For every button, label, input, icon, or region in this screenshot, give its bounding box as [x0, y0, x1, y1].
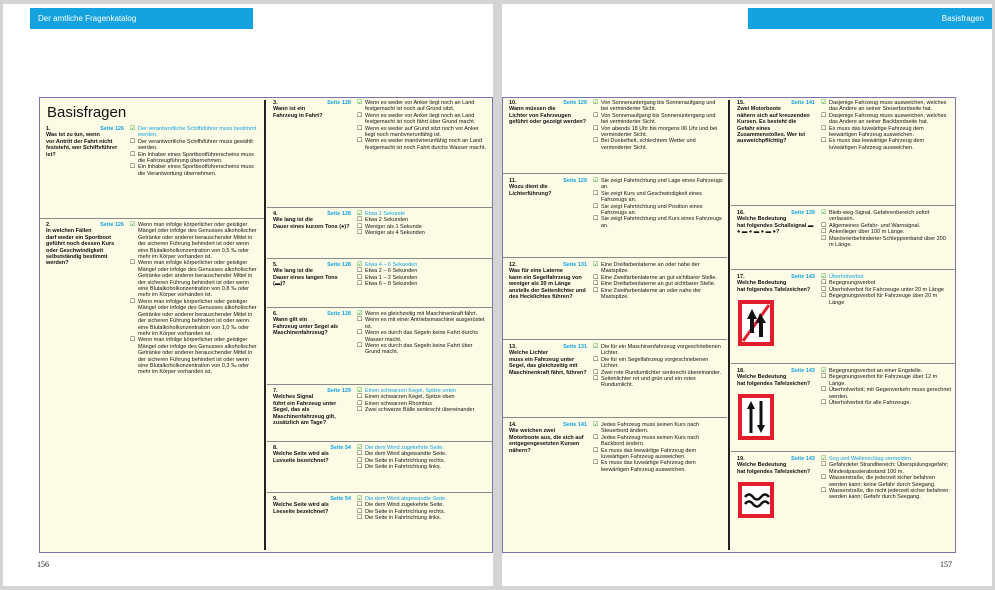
page-ref: Seite 141 — [563, 422, 587, 429]
question-number: 5. — [273, 262, 278, 268]
answer-option: ☐ Überholverbot; mit Gegenverkehr muss gerechnet werden. — [821, 387, 951, 400]
checked-box-icon: ☑ — [357, 311, 363, 317]
answer-option: ☐ Wasserstraße, die jederzeit sicher befahren werden kann; keine Gefahr durch Seegang. — [821, 475, 936, 488]
question-number: 8. — [273, 445, 278, 451]
question-number: 16. — [737, 210, 745, 216]
answer-list — [357, 496, 489, 522]
answer-option: ☐ Ankerlieger über 100 m Länge. — [821, 229, 905, 236]
checkbox-icon: ☐ — [593, 287, 599, 294]
question-17 — [731, 272, 955, 364]
left-frame — [39, 97, 493, 553]
question-number: 17. — [737, 274, 745, 280]
question-number: 9. — [273, 496, 278, 502]
answer-option: ☑ Von Sonnenuntergang bis Sonnenaufgang und bei verminderter Sicht. — [593, 100, 716, 113]
question-text: Wann müssen die Lichter von Fahrzeugen geführt oder gezeigt werden? — [509, 106, 587, 126]
page-number: 157 — [940, 560, 952, 569]
answer-option: ☐ Es muss das leewärtige Fahrzeug dem luvwärtigen Fahrzeug ausweichen. — [593, 447, 697, 461]
answer-list — [357, 262, 489, 288]
answer-option: ☐ Wenn man infolge körperlicher oder geistiger Mängel oder infolge des Genusses alkoholischer Getränke oder anderer berauschender Mittel in der sicheren Führung behindert ist oder wenn eine Blutalkoholkonzentration von 1,0 ‰ oder mehr im Körper vorhanden ist. — [130, 298, 257, 337]
question-text: Wie weichen zwei Motorboote aus, die sich auf entgegengesetzten Kursen nähern? — [509, 428, 584, 454]
question-18 — [731, 366, 955, 452]
answer-option: ☐ Eine Dreifarbenlaterne an gut sichtbarer Stelle. — [593, 281, 716, 288]
answer-option: ☑ Wenn es weder vor Anker liegt noch an Land festgemacht ist noch auf Grund sitzt. — [357, 100, 475, 113]
answer-option: ☑ Begegnungsverbot an einer Engstelle. — [821, 368, 923, 374]
answer-option: ☐ Wenn es weder vor Anker liegt noch an Land festgemacht ist noch fährt über Grund macht. — [357, 112, 476, 126]
answer-option: ☐ Einen schwarzen Kegel, Spitze oben — [357, 394, 455, 401]
answer-option: ☐ Überholverbot für Fahrzeuge unter 20 m Länge — [821, 286, 944, 293]
checkbox-icon: ☐ — [821, 475, 827, 482]
checkbox-icon: ☐ — [821, 293, 827, 300]
question-text: Was für eine Laterne kann ein Segelfahrzeug von weniger als 20 m Länge anstelle der Seitenlichter und des Hecklichtes führen? — [509, 268, 586, 301]
question-16 — [731, 208, 955, 270]
question-15 — [731, 98, 955, 206]
answer-option: ☐ Überholverbot für alle Fahrzeuge. — [821, 400, 911, 407]
checked-box-icon: ☑ — [357, 211, 363, 217]
question-number: 4. — [273, 211, 278, 217]
question-4 — [267, 209, 493, 259]
answer-option: ☐ Begegnungsverbot — [821, 280, 876, 287]
checkbox-icon: ☐ — [821, 229, 827, 236]
no-passing-encounter-sign-icon — [737, 393, 775, 441]
answer-option: ☐ Etwa 2 Sekunden — [357, 217, 409, 224]
question-text: Welche Bedeutung hat folgendes Tafelzeichen? — [737, 374, 811, 387]
question-7 — [267, 386, 493, 442]
page-ref: Seite 126 — [100, 126, 124, 133]
checkbox-icon: ☐ — [821, 280, 827, 287]
question-number: 14. — [509, 422, 517, 428]
checkbox-icon: ☐ — [593, 138, 599, 145]
answer-list — [357, 388, 489, 414]
question-text: Wozu dient die Lichterführung? — [509, 184, 552, 197]
question-number: 13. — [509, 344, 517, 350]
answer-option: ☐ Bei Dunkelheit, schlechtem Wetter und verminderter Sicht. — [593, 138, 696, 151]
checkbox-icon: ☐ — [357, 230, 363, 237]
answer-option: ☐ Sie zeigt Fahrtrichtung und Position eines Fahrzeugs an. — [593, 203, 703, 217]
checked-box-icon: ☑ — [821, 100, 827, 106]
answer-option: ☐ Zwei schwarze Bälle senkrecht übereinander — [357, 407, 475, 414]
question-text: In welchen Fällen darf weder ein Sportboot geführt noch dessen Kurs oder Geschwindigkeit selbstständig bestimmt werden? — [46, 228, 115, 267]
answer-option: ☐ Die dem Wind zugekehrte Seite. — [357, 502, 444, 509]
checked-box-icon: ☑ — [593, 178, 599, 184]
page-ref: Seite 128 — [327, 262, 351, 269]
checkbox-icon: ☐ — [593, 125, 599, 132]
checkbox-icon: ☐ — [130, 151, 136, 158]
answer-option: ☐ Etwa 6 – 8 Sekunden — [357, 281, 418, 288]
answer-list — [357, 211, 489, 237]
answer-list — [130, 126, 260, 177]
checkbox-icon: ☐ — [357, 274, 363, 281]
checkbox-icon: ☐ — [357, 330, 363, 337]
question-number: 19. — [737, 456, 745, 462]
answer-list — [593, 344, 723, 389]
answer-option: ☐ Zwei rote Rundumlichter senkrecht übereinander. — [593, 369, 722, 376]
checkbox-icon: ☐ — [821, 235, 827, 242]
checkbox-icon: ☐ — [821, 462, 827, 469]
answer-list — [821, 100, 951, 151]
checkbox-icon: ☐ — [593, 434, 599, 441]
checkbox-icon: ☐ — [821, 400, 827, 407]
checkbox-icon: ☐ — [357, 125, 363, 132]
answer-option: ☐ Wenn man infolge körperlicher oder geistiger Mängel oder infolge des Genusses alkoholischer Getränke oder anderer berauschender Mittel in der sicheren Führung behindert ist oder wenn eine Blutalkoholkonzentration von 0,3 ‰ oder mehr im Körper vorhanden ist. — [130, 337, 257, 376]
answer-option: ☐ Etwa 1 – 2 Sekunden — [357, 274, 418, 281]
checkbox-icon: ☐ — [357, 515, 363, 522]
avoid-wash-sign-icon — [737, 481, 775, 519]
checked-box-icon: ☑ — [357, 445, 363, 451]
column-3 — [503, 98, 727, 552]
answer-option: ☐ Wenn es durch das Segeln keine Fahrt durchs Wasser macht. — [357, 330, 479, 343]
answer-option: ☑ Jedes Fahrzeug muss seinen Kurs nach Steuerbord ändern. — [593, 422, 700, 435]
question-number: 7. — [273, 388, 278, 394]
no-overtaking-sign-icon — [737, 299, 775, 347]
answer-option: ☑ Die dem Wind zugekehrte Seite. — [357, 445, 444, 451]
answer-list — [821, 274, 951, 306]
checked-box-icon: ☑ — [357, 100, 363, 106]
question-text: Zwei Motorboote nähern sich auf kreuzenden Kursen. Es besteht die Gefahr eines Zusammenstoßes. Wer ist ausweichpflichtig? — [737, 106, 810, 145]
column-divider — [728, 100, 730, 550]
checkbox-icon: ☐ — [357, 407, 363, 414]
checked-box-icon: ☑ — [821, 368, 827, 374]
checkbox-icon: ☐ — [357, 281, 363, 288]
question-14 — [503, 420, 727, 550]
answer-list — [357, 445, 489, 471]
answer-option: ☐ Gefährdeter Strandbereich; Überspülungsgefahr; Mindestpassierabstand 100 m. — [821, 462, 949, 475]
checked-box-icon: ☑ — [357, 262, 363, 268]
checkbox-icon: ☐ — [821, 374, 827, 381]
page-ref: Seite 129 — [563, 100, 587, 107]
question-text: Wann ist ein Fahrzeug in Fahrt? — [273, 106, 323, 119]
question-9 — [267, 494, 493, 550]
checkbox-icon: ☐ — [593, 369, 599, 376]
answer-option: ☐ Von abends 18 Uhr bis morgens 06 Uhr und bei verminderter Sicht. — [593, 125, 718, 139]
checkbox-icon: ☐ — [821, 125, 827, 132]
checkbox-icon: ☐ — [130, 138, 136, 145]
checkbox-icon: ☐ — [357, 451, 363, 458]
checkbox-icon: ☐ — [593, 203, 599, 210]
question-text: Welche Bedeutung hat folgendes Tafelzeichen? — [737, 462, 811, 475]
answer-list — [357, 100, 489, 151]
checkbox-icon: ☐ — [130, 298, 136, 305]
answer-option: ☐ Es muss das luvwärtige Fahrzeug dem leewärtigen Fahrzeug ausweichen. — [821, 125, 924, 139]
answer-option: ☐ Es muss das leewärtige Fahrzeug dem luvwärtigen Fahrzeug ausweichen. — [821, 138, 925, 151]
checkbox-icon: ☐ — [357, 508, 363, 515]
answer-option: ☑ Wenn man infolge körperlicher oder geistiger Mängel oder infolge des Genusses alkoholischer Getränke oder anderer berauschender Mittel in der sicheren Führung behindert ist oder wenn eine Blutalkoholkonzentration von 0,5 ‰ oder mehr im Körper vorhanden ist. — [130, 222, 257, 261]
answer-option: ☐ Seitenlichter rot und grün und ein rotes Rundumlicht. — [593, 376, 696, 389]
answer-option: ☐ Manövrierbehinderter Schleppverband über 200 m Länge. — [821, 235, 946, 249]
answer-option: ☐ Begegnungsverbot für Fahrzeuge über 20 m Länge — [821, 293, 938, 306]
answer-option: ☐ Es muss das luvwärtige Fahrzeug dem leewärtigen Fahrzeug ausweichen. — [593, 460, 696, 473]
checked-box-icon: ☑ — [130, 126, 136, 132]
right-page — [502, 4, 992, 586]
answer-option: ☐ Dasjenige Fahrzeug muss ausweichen, welches das Andere an seiner Backbordseite hat. — [821, 112, 947, 126]
checkbox-icon: ☐ — [593, 274, 599, 281]
checked-box-icon: ☑ — [357, 496, 363, 502]
checkbox-icon: ☐ — [593, 281, 599, 288]
answer-option: ☐ Wenn es durch das Segeln keine Fahrt über Grund macht. — [357, 343, 473, 356]
right-header: Basisfragen — [748, 8, 992, 29]
checkbox-icon: ☐ — [357, 464, 363, 471]
checkbox-icon: ☐ — [357, 457, 363, 464]
question-11 — [503, 176, 727, 258]
question-text: Welches Signal führt ein Fahrzeug unter Segel, das als Maschinenfahrzeug gilt, zusätzlich am Tage? — [273, 394, 337, 427]
page-ref: Seite 143 — [791, 274, 815, 281]
checkbox-icon: ☐ — [593, 376, 599, 383]
checked-box-icon: ☑ — [593, 100, 599, 106]
answer-list — [593, 178, 723, 229]
checkbox-icon: ☐ — [357, 400, 363, 407]
answer-option: ☑ Eine Dreifarbenlaterne an oder nahe der Mastspitze. — [593, 262, 700, 275]
checkbox-icon: ☐ — [130, 260, 136, 267]
checkbox-icon: ☐ — [593, 447, 599, 454]
page-ref: Seite 139 — [791, 210, 815, 217]
page-ref: Seite 143 — [791, 368, 815, 375]
page-ref: Seite 129 — [327, 388, 351, 395]
checked-box-icon: ☑ — [593, 422, 599, 428]
answer-option: ☑ Sog und Wellenschlag vermeiden. — [821, 456, 913, 462]
answer-option: ☐ Von Sonnenaufgang bis Sonnenuntergang und bei verminderter Sicht. — [593, 112, 716, 126]
question-13 — [503, 342, 727, 418]
answer-list — [593, 100, 723, 151]
answer-option: ☑ Dasjenige Fahrzeug muss ausweichen, welches das Andere an seiner Steuerbordseite hat. — [821, 100, 947, 113]
answer-option: ☐ Ein Inhaber eines Sportbootführerscheins muss die Fahrzeugführung übernehmen. — [130, 151, 254, 165]
question-text: Welche Bedeutung hat folgendes Schallsignal ▬ ● ▬ ● ▬ ● ▬ ●? — [737, 216, 814, 236]
answer-option: ☐ Wenn es mit einer Antriebsmaschine ausgerüstet ist. — [357, 317, 485, 330]
checked-box-icon: ☑ — [593, 262, 599, 268]
answer-option: ☐ Eine Zweifarbenlaterne an oder nahe der Mastspitze. — [593, 287, 701, 301]
question-number: 2. — [46, 222, 51, 228]
answer-list — [821, 210, 951, 248]
checkbox-icon: ☐ — [821, 138, 827, 145]
question-1 — [40, 124, 264, 219]
checkbox-icon: ☐ — [357, 217, 363, 224]
question-number: 11. — [509, 178, 517, 184]
answer-list — [821, 456, 951, 501]
answer-option: ☑ Der verantwortliche Schiffsführer muss bestimmt werden. — [130, 126, 257, 139]
right-frame — [502, 97, 956, 553]
answer-list — [821, 368, 951, 406]
question-number: 18. — [737, 368, 745, 374]
checked-box-icon: ☑ — [357, 388, 363, 394]
checkbox-icon: ☐ — [821, 286, 827, 293]
answer-option: ☑ Etwa 1 Sekunde — [357, 211, 406, 217]
answer-option: ☐ Die Seite in Fahrtrichtung rechts. — [357, 457, 446, 464]
checkbox-icon: ☐ — [821, 488, 827, 495]
answer-option: ☑ Die dem Wind abgewandte Seite. — [357, 496, 447, 502]
answer-option: ☐ Der verantwortliche Schiffsführer muss gewählt werden. — [130, 138, 253, 152]
answer-option: ☑ Bleib-weg-Signal. Gefahrenbereich sofort verlassen. — [821, 210, 930, 223]
checkbox-icon: ☐ — [357, 268, 363, 275]
question-text: Welche Seite wird als Luvseite bezeichnet? — [273, 451, 329, 464]
question-12 — [503, 260, 727, 340]
checkbox-icon: ☐ — [357, 502, 363, 509]
page-ref: Seite 141 — [791, 100, 815, 107]
column-1 — [40, 98, 264, 552]
page-ref: Seite 54 — [330, 496, 351, 503]
answer-option: ☐ Sie zeigt Kurs und Geschwindigkeit eines Fahrzeugs an. — [593, 190, 702, 204]
page-ref: Seite 126 — [100, 222, 124, 229]
section-title: Basisfragen — [47, 104, 127, 121]
checked-box-icon: ☑ — [593, 344, 599, 350]
checkbox-icon: ☐ — [593, 190, 599, 197]
left-page — [3, 4, 493, 586]
answer-option: ☐ Einen schwarzen Rhombus — [357, 400, 432, 407]
question-text: Welche Lichter muss ein Fahrzeug unter Segel, das gleichzeitig mit Maschinenkraft fährt, führen? — [509, 350, 587, 376]
answer-option: ☑ Etwa 4 – 6 Sekunden — [357, 262, 418, 268]
column-2 — [267, 98, 493, 552]
question-2 — [40, 220, 264, 552]
question-text: Wie lang ist die Dauer eines langen Tons (▬)? — [273, 268, 338, 288]
answer-option: ☐ Begegnungsverbot für Fahrzeuge über 12 m Länge. — [821, 374, 938, 387]
left-header: Der amtliche Fragenkatalog — [30, 8, 253, 29]
question-6 — [267, 309, 493, 385]
answer-list — [593, 422, 723, 473]
answer-option: ☑ Sie zeigt Fahrtrichtung und Lage eines Fahrzeugs an. — [593, 178, 723, 191]
answer-option: ☐ Die Seite in Fahrtrichtung links. — [357, 464, 442, 471]
checkbox-icon: ☐ — [821, 387, 827, 394]
checked-box-icon: ☑ — [821, 456, 827, 462]
answer-list — [593, 262, 723, 300]
answer-option: ☐ Wenn man infolge körperlicher oder geistiger Mängel oder infolge des Genusses alkoholischer Getränke oder anderer berauschender Mittel in der sicheren Führung behindert ist oder wenn eine Blutalkoholkonzentration von 0,8 ‰ oder mehr im Körper vorhanden ist. — [130, 260, 257, 299]
question-text: Welche Seite wird als Leeseite bezeichnet? — [273, 502, 329, 515]
question-number: 15. — [737, 100, 745, 106]
checkbox-icon: ☐ — [357, 138, 363, 145]
question-5 — [267, 260, 493, 308]
column-4 — [731, 98, 955, 552]
checkbox-icon: ☐ — [593, 216, 599, 223]
answer-option: ☐ Sie zeigt Fahrtrichtung und Kurs eines Fahrzeugs an. — [593, 216, 722, 229]
answer-option: ☑ Einen schwarzen Kegel, Spitze unten — [357, 388, 457, 394]
answer-option: ☐ Wasserstraße, die nicht jederzeit sicher befahren werden kann; Gefahr durch Seegang. — [821, 488, 949, 501]
checkbox-icon: ☐ — [593, 356, 599, 363]
answer-option: ☐ Eine Zweifarbenlaterne an gut sichtbarer Stelle. — [593, 274, 717, 281]
question-text: Wann gilt ein Fahrzeug unter Segel als Maschinenfahrzeug? — [273, 317, 339, 337]
page-ref: Seite 54 — [330, 445, 351, 452]
question-number: 1. — [46, 126, 51, 132]
question-text: Was ist zu tun, wenn vor Antritt der Fahrt nicht feststeht, wer Schiffsführer ist? — [46, 132, 118, 158]
checkbox-icon: ☐ — [593, 112, 599, 119]
answer-list — [130, 222, 260, 376]
question-text: Wie lang ist die Dauer eines kurzen Tons (●)? — [273, 217, 350, 230]
answer-option: ☑ Die für ein Maschinenfahrzeug vorgeschriebenen Lichter. — [593, 344, 721, 357]
question-number: 3. — [273, 100, 278, 106]
checkbox-icon: ☐ — [130, 164, 136, 171]
checkbox-icon: ☐ — [130, 337, 136, 344]
checked-box-icon: ☑ — [821, 274, 827, 280]
answer-option: ☐ Allgemeines Gefahr- und Warnsignal. — [821, 222, 921, 229]
question-8 — [267, 443, 493, 493]
page-ref: Seite 131 — [563, 262, 587, 269]
checkbox-icon: ☐ — [821, 222, 827, 229]
answer-option: ☐ Weniger als 1 Sekunde — [357, 223, 422, 230]
answer-option: ☑ Wenn es gleichzeitig mit Maschinenkraft fährt. — [357, 311, 478, 317]
checked-box-icon: ☑ — [821, 210, 827, 216]
answer-option: ☐ Weniger als 4 Sekunden — [357, 230, 425, 237]
question-3 — [267, 98, 493, 208]
checkbox-icon: ☐ — [357, 112, 363, 119]
question-number: 10. — [509, 100, 517, 106]
page-ref: Seite 129 — [563, 178, 587, 185]
checkbox-icon: ☐ — [357, 317, 363, 324]
column-divider — [264, 100, 266, 550]
answer-option: ☐ Die Seite in Fahrtrichtung links. — [357, 515, 442, 522]
answer-option: ☐ Die dem Wind abgewandte Seite. — [357, 451, 447, 458]
answer-option: ☐ Wenn es weder auf Grund sitzt noch vor Anker liegt noch manövrierunfähig ist. — [357, 125, 479, 139]
answer-list — [357, 311, 489, 356]
checkbox-icon: ☐ — [357, 343, 363, 350]
checkbox-icon: ☐ — [357, 394, 363, 401]
answer-option: ☐ Etwa 2 – 6 Sekunden — [357, 268, 418, 275]
checked-box-icon: ☑ — [130, 222, 136, 228]
page-number: 156 — [37, 560, 49, 569]
question-text: Welche Bedeutung hat folgendes Tafelzeichen? — [737, 280, 811, 293]
page-ref: Seite 143 — [791, 456, 815, 463]
page-ref: Seite 128 — [327, 100, 351, 107]
question-10 — [503, 98, 727, 174]
answer-option: ☐ Die Seite in Fahrtrichtung rechts. — [357, 508, 446, 515]
answer-option: ☐ Wenn es weder manövrierunfähig noch an Land festgemacht ist noch Fahrt durchs Wasser macht. — [357, 138, 486, 151]
answer-option: ☐ Ein Inhaber eines Sportbootführerscheins muss die Verantwortung übernehmen. — [130, 164, 254, 177]
checkbox-icon: ☐ — [821, 112, 827, 119]
checkbox-icon: ☐ — [357, 223, 363, 230]
question-19 — [731, 454, 955, 550]
page-ref: Seite 128 — [327, 311, 351, 318]
page-ref: Seite 128 — [327, 211, 351, 218]
answer-option: ☐ Die für ein Segelfahrzeug vorgeschriebenen Lichter. — [593, 356, 709, 370]
answer-option: ☑ Überholverbot — [821, 274, 864, 280]
answer-option: ☐ Jedes Fahrzeug muss seinen Kurs nach Backbord ändern. — [593, 434, 700, 448]
checkbox-icon: ☐ — [593, 460, 599, 467]
question-number: 12. — [509, 262, 517, 268]
question-number: 6. — [273, 311, 278, 317]
page-ref: Seite 131 — [563, 344, 587, 351]
